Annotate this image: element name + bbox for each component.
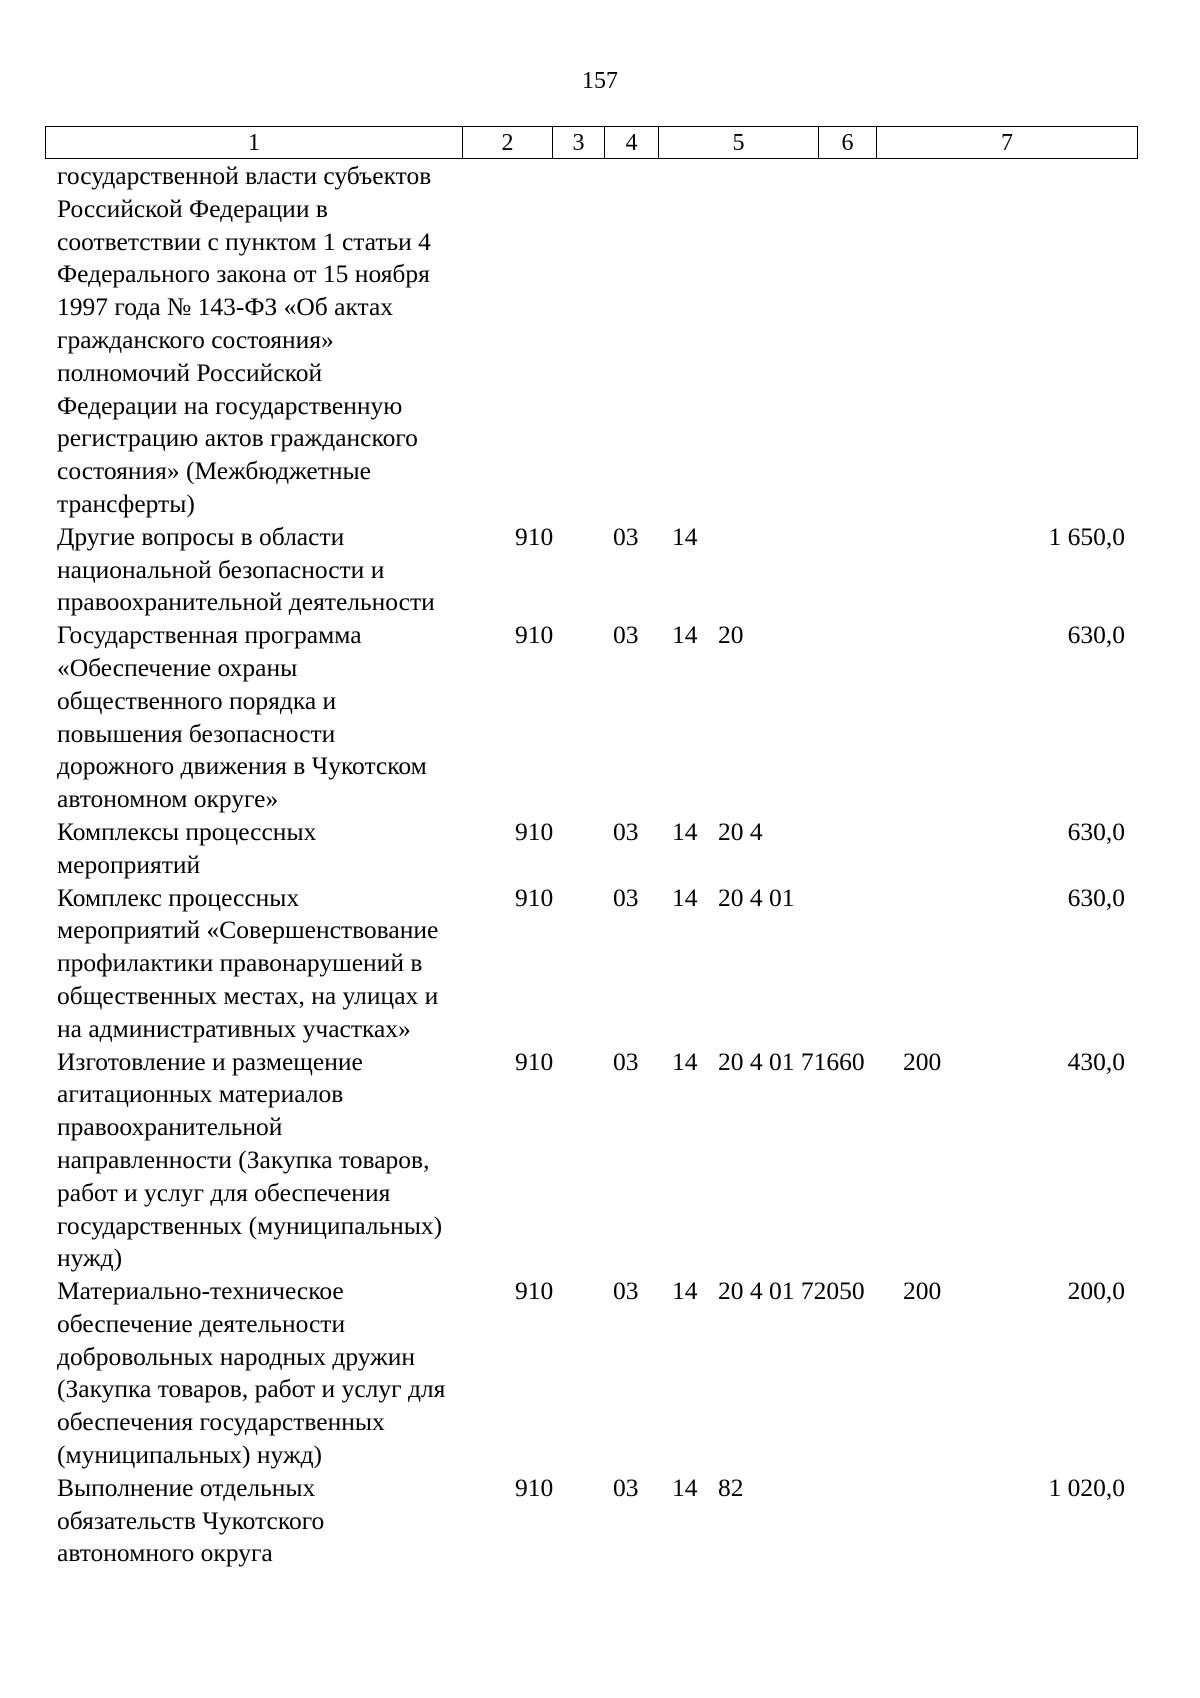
description-line: гражданского состояния» <box>57 324 334 354</box>
description-line: общественного порядка и <box>57 685 337 715</box>
section-code: 03 <box>613 1276 639 1306</box>
table-row <box>45 1046 1137 1276</box>
description-line: 1997 года № 143-ФЗ «Об актах <box>57 292 394 322</box>
amount: 1 650,0 <box>1048 521 1125 551</box>
description-line: Другие вопросы в области <box>57 521 345 551</box>
description-line: дорожного движения в Чукотском <box>57 751 427 781</box>
ministry-code: 910 <box>515 620 554 650</box>
row-description <box>45 1472 497 1570</box>
description-line: агитационных материалов <box>57 1079 344 1109</box>
amount: 630,0 <box>1067 620 1125 650</box>
ministry-code: 910 <box>515 1276 554 1306</box>
description-line: трансферты) <box>57 488 195 518</box>
target-article-code: 82 <box>718 1472 744 1502</box>
description-line: государственной власти субъектов <box>57 161 432 190</box>
description-line: регистрацию актов гражданского <box>57 423 418 453</box>
description-line: соответствии с пунктом 1 статьи 4 <box>57 226 431 256</box>
description-line: профилактики правонарушений в <box>57 948 423 978</box>
column-header-2: 2 <box>463 127 553 159</box>
row-description <box>45 619 497 816</box>
ministry-code: 910 <box>515 521 554 551</box>
table-row <box>45 1275 1137 1472</box>
column-header-1: 1 <box>46 127 463 159</box>
ministry-code: 910 <box>515 882 554 912</box>
subsection-code: 14 <box>672 620 698 650</box>
expense-type-code: 200 <box>903 1046 942 1076</box>
column-header-4: 4 <box>605 127 659 159</box>
description-line: (Закупка товаров, работ и услуг для <box>57 1374 446 1404</box>
ministry-code: 910 <box>515 1472 554 1502</box>
row-description <box>45 882 497 1046</box>
description-line: автономном округе» <box>57 784 279 814</box>
description-line: Выполнение отдельных <box>57 1472 316 1502</box>
description-line: обязательств Чукотского <box>57 1505 325 1535</box>
description-line: Материально-техническое <box>57 1276 344 1306</box>
ministry-code: 910 <box>515 816 554 846</box>
description-line: направленности (Закупка товаров, <box>57 1144 430 1174</box>
column-header-table <box>45 126 1138 159</box>
amount: 630,0 <box>1067 882 1125 912</box>
description-line: Комплекс процессных <box>57 882 300 912</box>
description-line: состояния» (Межбюджетные <box>57 456 371 486</box>
target-article-code: 20 4 <box>718 816 763 846</box>
description-line: обеспечение деятельности <box>57 1308 346 1338</box>
subsection-code: 14 <box>672 1472 698 1502</box>
row-description <box>45 816 497 882</box>
column-header-5: 5 <box>659 127 819 159</box>
table-row <box>45 521 1137 619</box>
table-row <box>45 882 1137 1046</box>
column-header-6: 6 <box>819 127 877 159</box>
subsection-code: 14 <box>672 1276 698 1306</box>
section-code: 03 <box>613 620 639 650</box>
subsection-code: 14 <box>672 882 698 912</box>
row-description <box>45 1275 497 1472</box>
row-description <box>45 1046 497 1276</box>
description-line: Федерации на государственную <box>57 390 403 420</box>
description-line: Федерального закона от 15 ноября <box>57 259 430 289</box>
amount: 200,0 <box>1067 1276 1125 1306</box>
description-line: Комплексы процессных <box>57 816 317 846</box>
description-line: полномочий Российской <box>57 357 323 387</box>
section-code: 03 <box>613 882 639 912</box>
target-article-code: 20 4 01 72050 <box>718 1276 865 1306</box>
description-line: мероприятий «Совершенствование <box>57 915 439 945</box>
description-line: автономного округа <box>57 1538 273 1568</box>
column-header-7: 7 <box>877 127 1138 159</box>
section-code: 03 <box>613 1472 639 1502</box>
description-line: Государственная программа <box>57 620 362 650</box>
row-description <box>45 521 497 619</box>
description-line: общественных местах, на улицах и <box>57 980 439 1010</box>
target-article-code: 20 4 01 71660 <box>718 1046 865 1076</box>
section-code: 03 <box>613 1046 639 1076</box>
description-line: правоохранительной деятельности <box>57 587 435 617</box>
amount: 1 020,0 <box>1048 1472 1125 1502</box>
amount: 630,0 <box>1067 816 1125 846</box>
description-line: добровольных народных дружин <box>57 1341 416 1371</box>
description-line: повышения безопасности <box>57 718 336 748</box>
amount: 430,0 <box>1067 1046 1125 1076</box>
description-line: национальной безопасности и <box>57 554 385 584</box>
table-body <box>45 160 1137 1570</box>
description-line: Российской Федерации в <box>57 193 328 223</box>
section-code: 03 <box>613 816 639 846</box>
description-line: (муниципальных) нужд) <box>57 1440 323 1470</box>
expense-type-code: 200 <box>903 1276 942 1306</box>
ministry-code: 910 <box>515 1046 554 1076</box>
subsection-code: 14 <box>672 816 698 846</box>
table-row <box>45 160 1137 521</box>
table-row <box>45 1472 1137 1570</box>
page-number: 157 <box>582 68 618 94</box>
description-line: нужд) <box>57 1243 123 1273</box>
subsection-code: 14 <box>672 1046 698 1076</box>
column-header-row <box>46 127 1138 159</box>
target-article-code: 20 <box>718 620 744 650</box>
description-line: обеспечения государственных <box>57 1407 385 1437</box>
description-line: работ и услуг для обеспечения <box>57 1177 391 1207</box>
description-line: «Обеспечение охраны <box>57 652 298 682</box>
subsection-code: 14 <box>672 521 698 551</box>
table-row <box>45 619 1137 816</box>
description-line: на административных участках» <box>57 1013 411 1043</box>
description-line: Изготовление и размещение <box>57 1046 363 1076</box>
section-code: 03 <box>613 521 639 551</box>
description-line: правоохранительной <box>57 1112 283 1142</box>
description-line: мероприятий <box>57 849 201 879</box>
table-row <box>45 816 1137 882</box>
description-line: государственных (муниципальных) <box>57 1210 443 1240</box>
column-header-3: 3 <box>553 127 605 159</box>
row-description <box>45 160 497 521</box>
target-article-code: 20 4 01 <box>718 882 795 912</box>
